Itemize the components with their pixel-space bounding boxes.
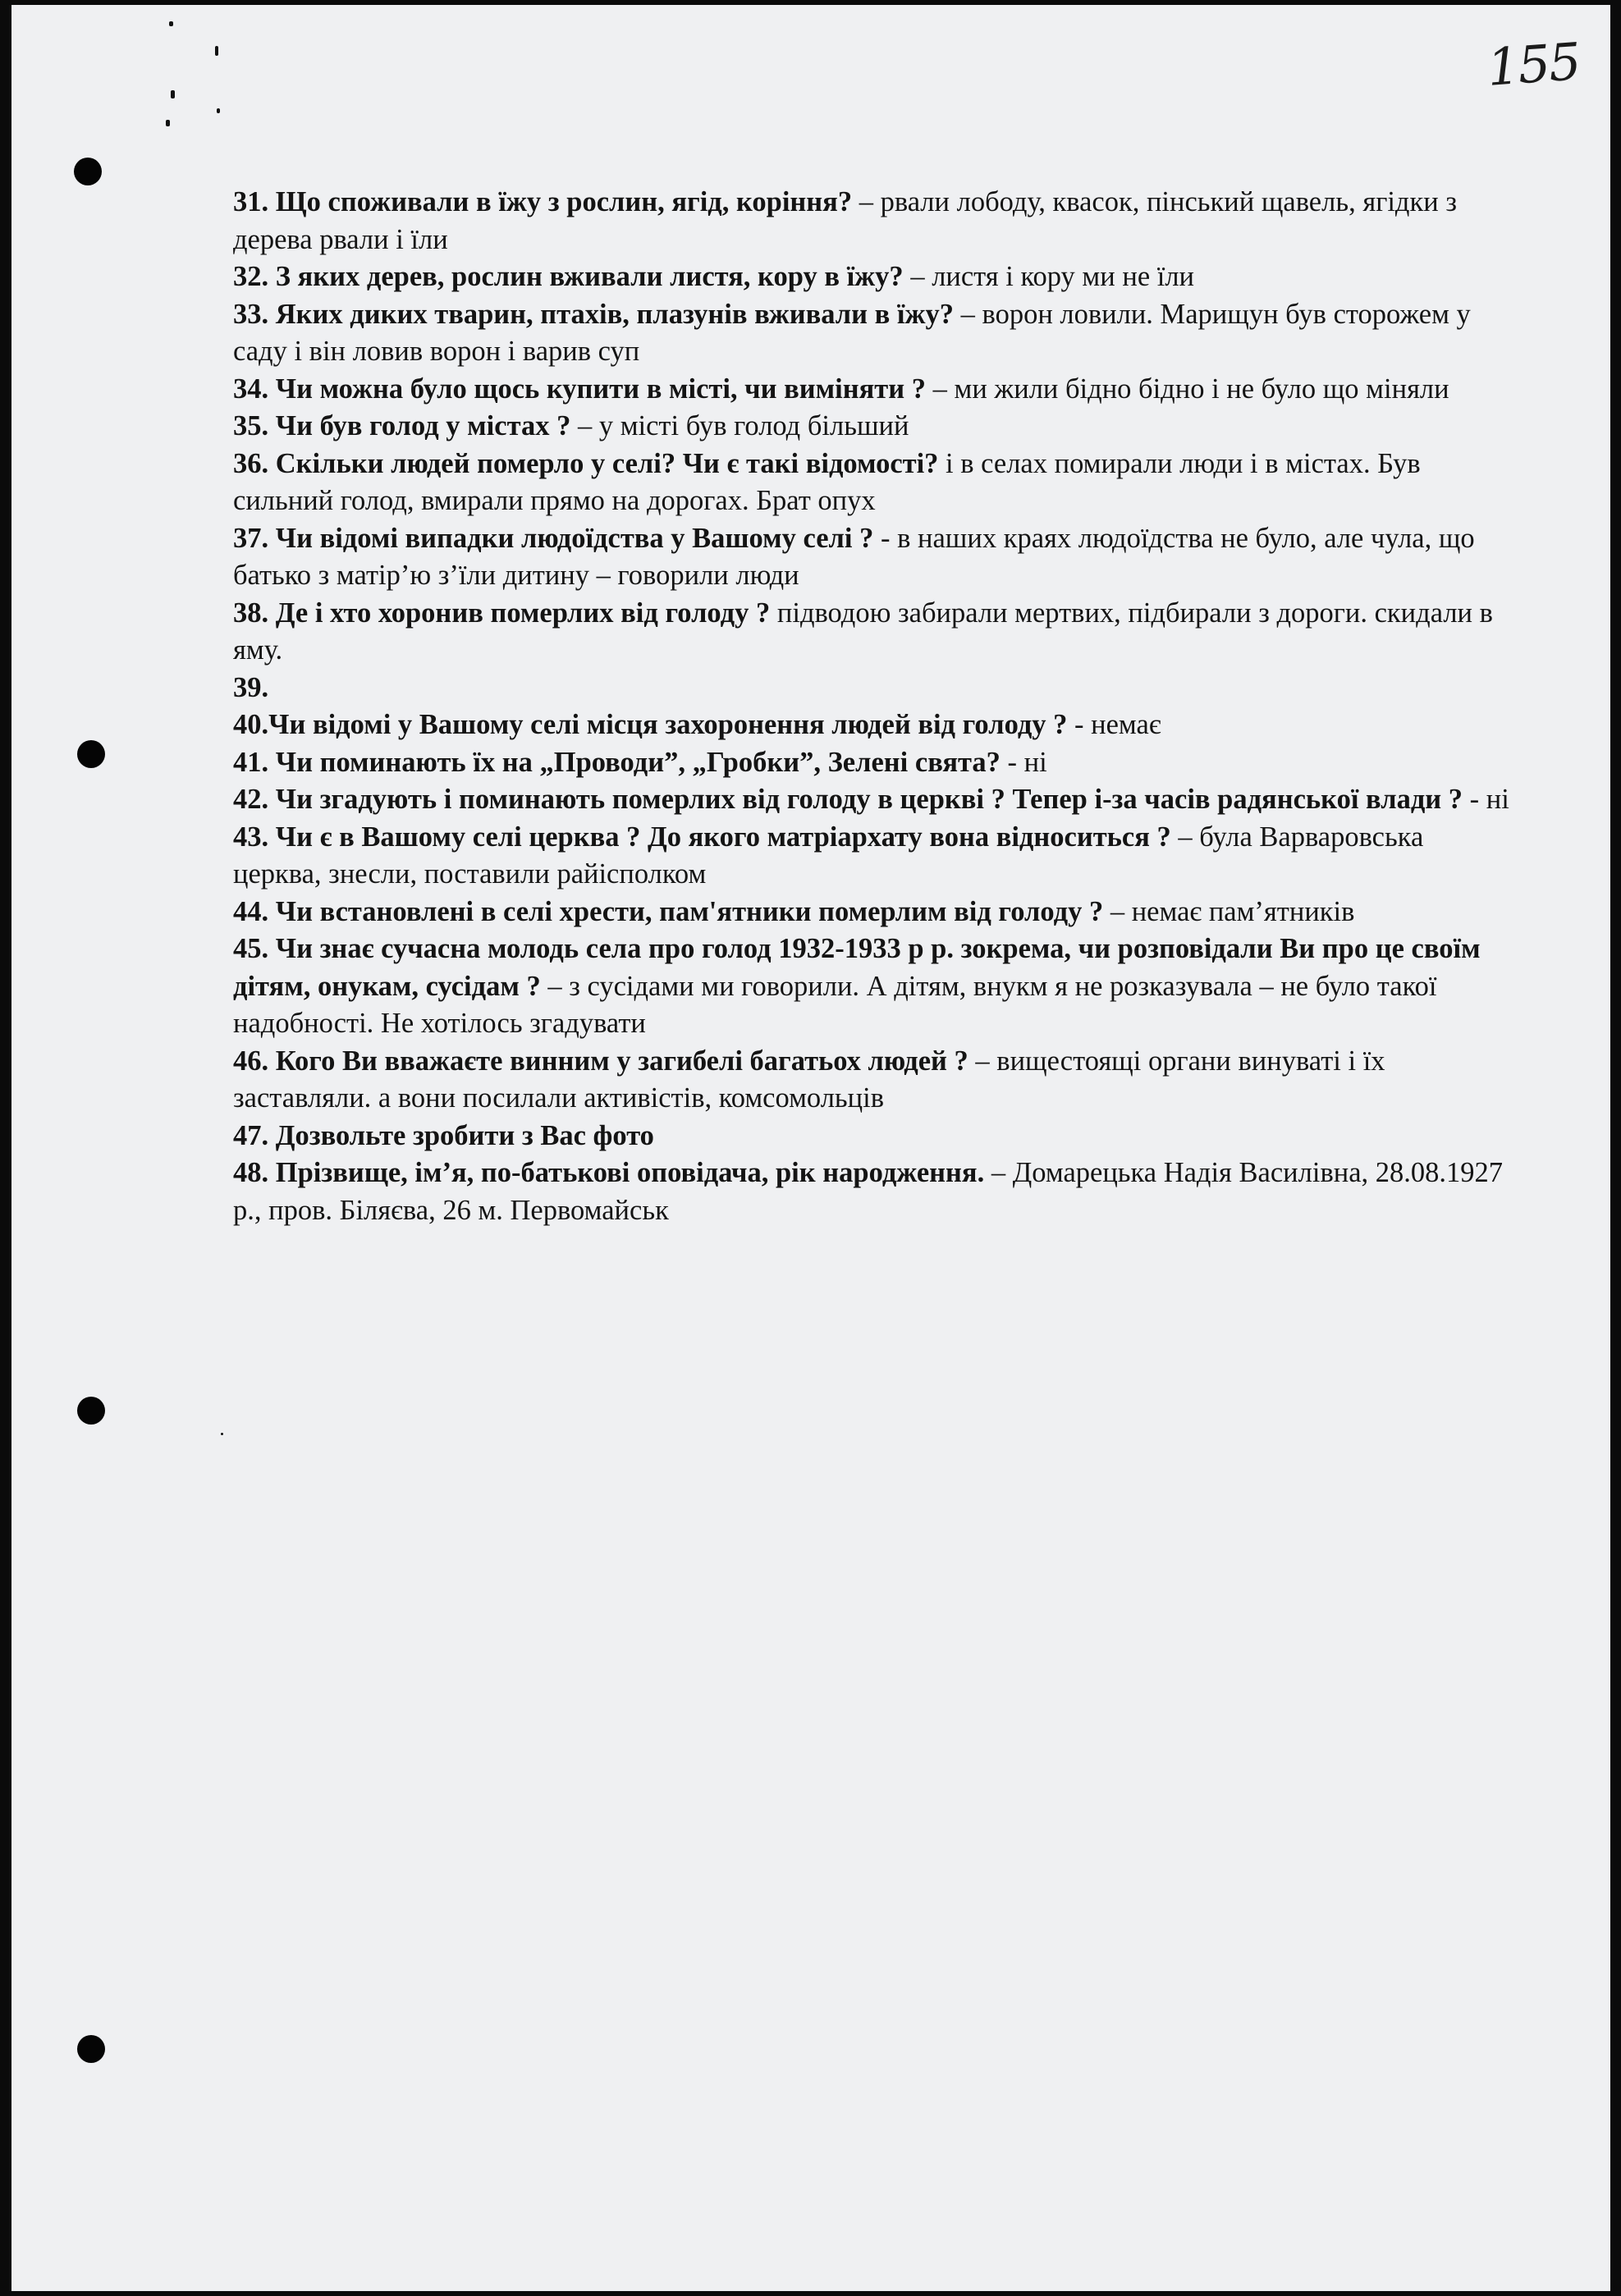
handwritten-page-number: 155	[1485, 31, 1582, 98]
qa-item	[233, 371, 1513, 409]
speck	[217, 108, 220, 113]
question: 46. Кого Ви вважаєте винним у загибелі багатьох людей ?	[233, 1045, 968, 1077]
question: 38. Де і хто хоронив померлих від голоду ?	[233, 597, 771, 629]
question: 31. Що споживали в їжу з рослин, ягід, коріння?	[233, 186, 853, 217]
answer: – ми жили бідно бідно і не було що міняли	[925, 373, 1449, 405]
qa-item	[233, 446, 1513, 520]
qa-item	[233, 931, 1513, 1043]
speck	[171, 90, 175, 98]
answer: – листя і кору ми не їли	[903, 261, 1195, 292]
question: 45. Чи знає сучасна молодь села про голод 1932-1933 р р. зокрема, чи розповідали Ви про це своїм дітям, онукам, сусідам ?	[233, 933, 1481, 1002]
answer: – немає пам’ятників	[1103, 895, 1355, 927]
qa-item	[233, 670, 1513, 707]
question: 40.Чи відомі у Вашому селі місця захоронення людей від голоду ?	[233, 709, 1068, 740]
question: 39.	[233, 671, 269, 703]
qa-item	[233, 1118, 1513, 1155]
questionnaire-text	[233, 184, 1513, 1229]
question: 36. Скільки людей померло у селі? Чи є такі відомості?	[233, 447, 939, 479]
question: 41. Чи поминають їх на „Проводи”, „Гробки”, Зелені свята?	[233, 746, 1001, 778]
qa-item	[233, 1155, 1513, 1229]
answer: - в наших краях людоїдства не було, але чула, що батько з матір’ю з’їли дитину – говорили люди	[233, 522, 1475, 591]
question: 33. Яких диких тварин, птахів, плазунів вживали в їжу?	[233, 298, 955, 330]
question: 44. Чи встановлені в селі хрести, пам'ятники померлим від голоду ?	[233, 895, 1104, 927]
question: 34. Чи можна було щось купити в місті, чи виміняти ?	[233, 373, 926, 405]
answer: – у місті був голод більший	[570, 410, 909, 441]
answer: – рвали лободу, квасок, пінський щавель, ягідки з дерева рвали і їли	[233, 186, 1457, 255]
answer: – з сусідами ми говорили. А дітям, внукм я не розказувала – не було такої надобності. Не хотілось згадувати	[233, 970, 1437, 1039]
qa-item	[233, 781, 1513, 819]
question: 42. Чи згадують і поминають померлих від голоду в церкві ? Тепер і-за часів радянської влади ?	[233, 784, 1463, 815]
qa-item	[233, 408, 1513, 446]
qa-item	[233, 819, 1513, 894]
answer: - немає	[1067, 709, 1161, 740]
question: 32. З яких дерев, рослин вживали листя, кору в їжу?	[233, 261, 904, 292]
answer: - ні	[1463, 784, 1509, 815]
speck	[215, 46, 218, 56]
document-page	[11, 5, 1610, 2291]
punch-hole-2	[77, 740, 105, 768]
qa-item	[233, 744, 1513, 782]
answer: – ворон ловили. Марищун був сторожем у саду і він ловив ворон і варив суп	[233, 298, 1471, 367]
qa-item	[233, 296, 1513, 371]
question: 37. Чи відомі випадки людоїдства у Вашому селі ?	[233, 522, 874, 554]
qa-item	[233, 595, 1513, 670]
question: 48. Прізвище, ім’я, по-батькові оповідача, рік народження.	[233, 1157, 985, 1188]
question: 43. Чи є в Вашому селі церква ? До якого матріархату вона відноситься ?	[233, 821, 1171, 853]
qa-item	[233, 258, 1513, 296]
punch-hole-4	[77, 2035, 105, 2063]
answer: – вищестоящі органи винуваті і їх заставляли. а вони посилали активістів, комсомольців	[233, 1045, 1385, 1114]
answer: – Домарецька Надія Василівна, 28.08.1927 р., пров. Біляєва, 26 м. Первомайськ	[233, 1157, 1504, 1226]
punch-hole-3	[77, 1397, 105, 1425]
answer: підводою забирали мертвих, підбирали з дороги. скидали в яму.	[233, 597, 1493, 665]
answer: – була Варваровська церква, знесли, поставили райісполком	[233, 821, 1424, 890]
qa-item	[233, 894, 1513, 931]
speck	[169, 21, 173, 26]
answer: і в селах помирали люди і в містах. Був сильний голод, вмирали прямо на дорогах. Брат опух	[233, 447, 1421, 516]
speck	[166, 120, 170, 126]
question: 47. Дозвольте зробити з Вас фото	[233, 1119, 654, 1151]
punch-hole-1	[74, 158, 102, 185]
question: 35. Чи був голод у містах ?	[233, 410, 571, 441]
speck	[221, 1433, 223, 1435]
qa-item	[233, 707, 1513, 744]
answer: - ні	[1000, 746, 1047, 778]
qa-item	[233, 520, 1513, 595]
qa-item	[233, 1043, 1513, 1118]
qa-item	[233, 184, 1513, 258]
